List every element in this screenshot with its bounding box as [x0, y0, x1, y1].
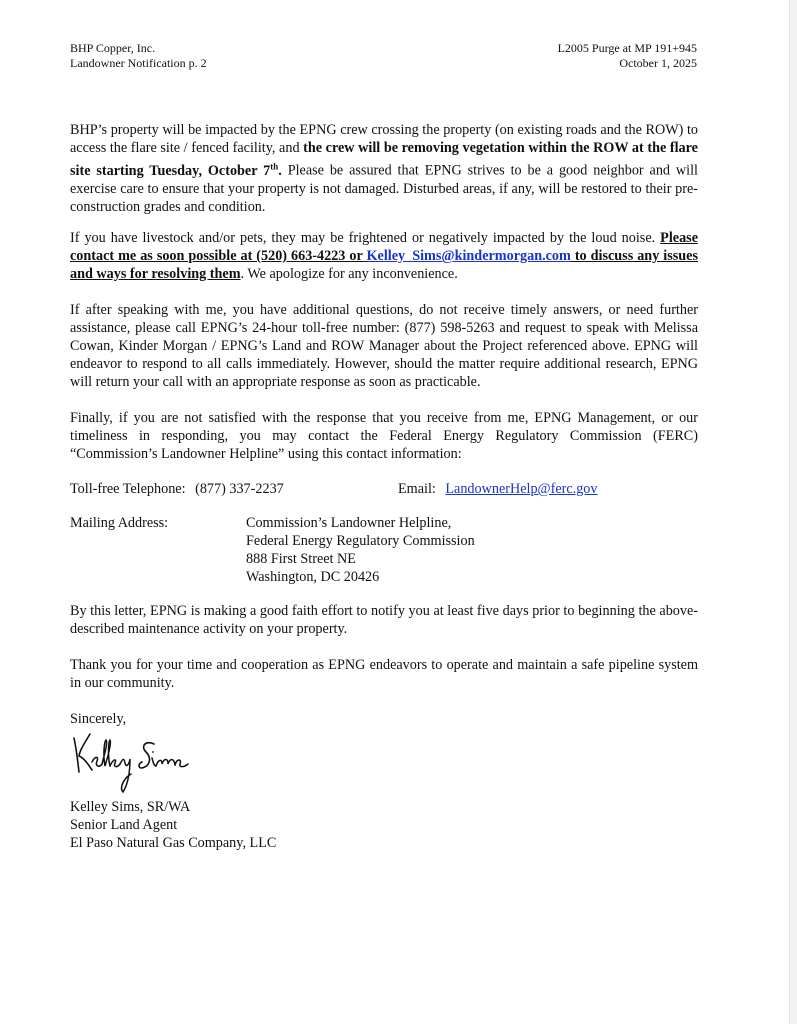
header-date: October 1, 2025 — [619, 56, 697, 70]
header-left — [70, 41, 207, 71]
signature-block — [70, 798, 276, 852]
signer-title: Senior Land Agent — [70, 817, 178, 833]
salutation: Sincerely, — [70, 711, 127, 727]
address-line: Commission’s Landowner Helpline, — [246, 515, 452, 531]
header-company: BHP Copper, Inc. — [70, 41, 156, 55]
mailing-address — [246, 514, 475, 586]
paragraph-additional-questions: If after speaking with me, you have additional questions, do not receive timely answers, or need further assistance, please call EPNG’s 24-hour toll-free number: (877) 598-5263 and request to speak with Melissa Cowan, Kinder Morgan / EPNG’s Land and ROW Manager about the Project referenced above. EPNG will endeavor to respond to all calls immediately. However, should the matter require additional research, EPNG will return your call with an appropriate response as soon as practicable. — [70, 302, 698, 390]
email-row — [398, 480, 598, 498]
address-line: Washington, DC 20426 — [246, 569, 380, 585]
signer-company: El Paso Natural Gas Company, LLC — [70, 835, 277, 851]
address-line: 888 First Street NE — [246, 551, 356, 567]
signature-image — [68, 728, 193, 796]
toll-free-row — [70, 480, 284, 498]
paragraph-thank-you: Thank you for your time and cooperation as EPNG endeavors to operate and maintain a safe pipeline system in our community. — [70, 657, 698, 691]
phone-number: (877) 337-2237 — [195, 481, 284, 497]
email-link-kelley[interactable]: Kelley_Sims@kindermorgan.com — [366, 248, 571, 264]
header-page-label: Landowner Notification p. 2 — [70, 56, 207, 70]
paragraph-livestock: If you have livestock and/or pets, they may be frightened or negatively impacted by the loud noise. Please contact me as soon possible at (520) 663-4223 or Kelley_Sims@kindermorgan.com to discuss any issues and ways for resolving them. We apologize for any inconvenience. — [70, 230, 698, 282]
address-line: Federal Energy Regulatory Commission — [246, 533, 475, 549]
contact-request: Please contact me as soon possible at (520) 663-4223 or Kelley_Sims@kindermorgan.com to discuss any issues and ways for resolving them — [70, 230, 698, 282]
signer-name: Kelley Sims, SR/WA — [70, 799, 191, 815]
mailing-label: Mailing Address: — [70, 515, 169, 531]
paragraph-good-faith: By this letter, EPNG is making a good faith effort to notify you at least five days prior to beginning the above-described maintenance activity on your property. — [70, 603, 698, 637]
header-right — [558, 41, 697, 71]
vegetation-removal-notice: the crew will be removing vegetation within the ROW at the flare site starting Tuesday, October 7th. — [70, 140, 698, 179]
phone-label: Toll-free Telephone: — [70, 481, 186, 497]
paragraph-ferc: Finally, if you are not satisfied with the response that you receive from me, EPNG Management, or our timeliness in responding, you may contact the Federal Energy Regulatory Commission (FERC) “Commission’s Landowner Helpline” using this contact information: — [70, 410, 698, 462]
header-project: L2005 Purge at MP 191+945 — [557, 41, 697, 55]
email-link-ferc[interactable]: LandownerHelp@ferc.gov — [445, 481, 598, 497]
paragraph-property-impact: BHP’s property will be impacted by the EPNG crew crossing the property (on existing roads and the ROW) to access the flare site / fenced facility, and the crew will be removing vegetation within the ROW at the flare site starting Tuesday, October 7th. Please be assured that EPNG strives to be a good neighbor and will exercise care to ensure that your property is not damaged. Disturbed areas, if any, will be restored to their pre-construction grades and condition. — [70, 122, 698, 215]
email-label: Email: — [398, 481, 436, 497]
